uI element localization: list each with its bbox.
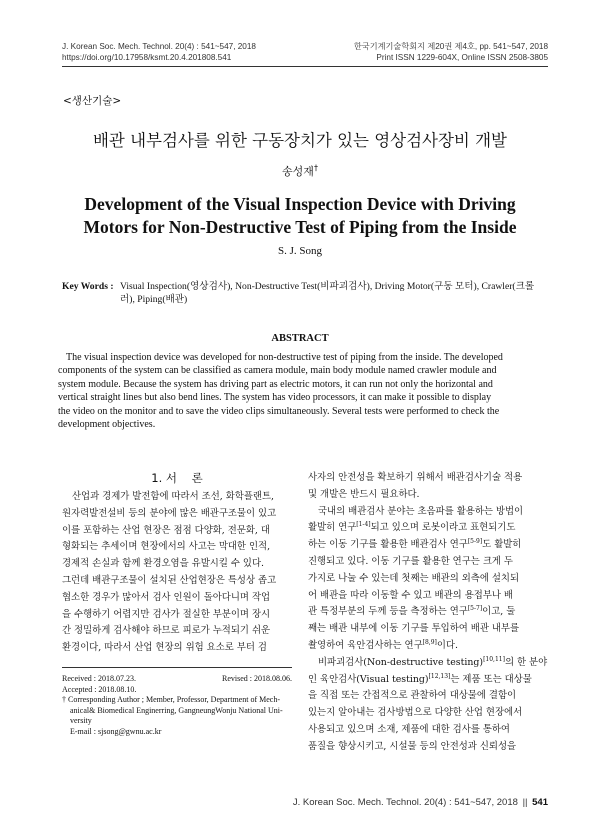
body-line: 간 정밀하게 검사해야 하므로 피로가 누적되기 쉬운 (62, 625, 271, 637)
english-title-line2: Motors for Non-Destructive Test of Piping from the Inside (83, 217, 517, 237)
body-line: 가지로 나눌 수 있는데 첫째는 배관의 외측에 설치되 (308, 572, 520, 584)
body-line: 째는 배관 내부에 이동 기구를 투입하여 배관 내부를 (308, 623, 520, 635)
accepted-date: Accepted : 2018.08.10. (62, 684, 137, 694)
page-footer (293, 797, 548, 808)
body-line: 경제적 손실과 함께 환경오염을 유발시킬 수 있다. (62, 558, 264, 570)
body-line: 활발히 연구[1-4]되고 있으며 로봇이라고 표현되기도 (308, 521, 516, 534)
footer-separator: || (522, 797, 528, 808)
body-line: 형화되는 추세이며 현장에서의 사고는 막대한 인적, (62, 541, 271, 553)
received-date: Received : 2018.07.23. (62, 674, 136, 683)
body-line: 있는지 알아내는 검사방법으로 다양한 산업 현장에서 (308, 707, 523, 719)
header-rule (62, 66, 548, 67)
body-line: 진행되고 있다. 이동 기구를 활용한 연구는 크게 두 (308, 555, 513, 567)
abstract-line: The visual inspection device was developed for non-destructive test of piping from the inside. The developed (66, 352, 503, 363)
abstract-line: development objectives. (58, 419, 156, 431)
body-line: 협소한 경우가 많아서 검사 인원이 돌아다니며 작업 (62, 591, 271, 603)
english-title-line1: Development of the Visual Inspection Device with Driving (84, 194, 516, 214)
keywords-label: Key Words : (62, 281, 114, 292)
body-line: 을 수행하기 어렵지만 검사가 절실한 부분이며 장시 (62, 608, 271, 620)
abstract-line: the video on the monitor and to save the video clips simultaneously. Several tests were performed to check the (58, 405, 500, 417)
abstract-line: vertical straight lines but also bend lines. The system has video processors, it can make it possible to display (58, 392, 492, 404)
body-line: 이를 포함하는 산업 현장은 점점 다양화, 전문화, 대 (62, 524, 270, 536)
body-line: 원자력발전설비 등의 분야에 많은 배관구조물이 있고 (62, 507, 277, 519)
keywords-line1: Visual Inspection(영상검사), Non-Destructive Test(비파괴검사), Driving Motor(구동 모터), Crawler(크롤 (120, 281, 535, 292)
korean-author-line (0, 163, 600, 179)
body-line: 산업과 경제가 발전함에 따라서 조선, 화학플랜트, (72, 491, 274, 502)
revised-date: Revised : 2018.08.06. (222, 674, 292, 683)
right-column (308, 470, 548, 756)
body-line: 을 직접 또는 간접적으로 관찰하여 대상물에 결함이 (308, 690, 517, 702)
body-line: 어 배관을 따라 이동할 수 있고 배관의 용접부나 배 (308, 589, 513, 601)
abstract-line: components of the system can be classified as camera module, main body module named crawler module and (58, 365, 497, 377)
body-line: 그런데 배관구조물이 설치된 산업현장은 특성상 좁고 (62, 574, 277, 586)
issn: Print ISSN 1229-604X, Online ISSN 2508-3805 (376, 53, 548, 62)
body-line: 촬영하여 육안검사하는 연구[8,9]이다. (308, 638, 458, 651)
body-line: 사자의 안전성을 확보하기 위해서 배관검사기술 적용 (308, 472, 523, 483)
body-line: 사용되고 있으며 소재, 제품에 대한 검사를 통하여 (308, 723, 510, 735)
corresponding-author-line3: versity (70, 716, 92, 725)
korean-author: 송성재 (282, 165, 314, 178)
doi-link[interactable]: https://doi.org/10.17958/ksmt.20.4.201808.541 (62, 53, 232, 62)
english-author: S. J. Song (277, 245, 323, 257)
journal-citation-left: J. Korean Soc. Mech. Technol. 20(4) : 541~547, 2018 (62, 42, 256, 51)
corresponding-author-line2: anical& Biomedical Enginerring, GangneungWonju National Uni- (70, 705, 283, 715)
body-line: 및 개발은 반드시 필요하다. (308, 488, 420, 500)
corresponding-author-line1: † Corresponding Author ; Member, Professor, Department of Mech- (62, 695, 280, 704)
body-line: 하는 이동 기구를 활용한 배관검사 연구[5-9]도 활발히 (308, 538, 522, 551)
journal-citation-right: 한국기계기술학회지 제20권 제4호, pp. 541~547, 2018 (353, 42, 548, 51)
page-number: 541 (532, 797, 548, 808)
korean-title: 배관 내부검사를 위한 구동장치가 있는 영상검사장비 개발 (92, 131, 507, 150)
section1-heading: 1. 서 론 (151, 471, 203, 485)
body-line: 비파괴검사(Non-destructive testing)[10,11]의 한 분야 (318, 655, 548, 668)
body-line: 관 특정부분의 두께 등을 측정하는 연구[5-7]이고, 둘 (308, 605, 516, 618)
body-line: 인 육안검사(Visual testing)[12,13]는 제품 또는 대상물 (308, 672, 532, 685)
abstract-body (58, 351, 542, 431)
body-line: 품질을 향상시키고, 시설물 등의 안전성과 신뢰성을 (308, 740, 517, 752)
body-line: 환경이다, 따라서 산업 현장의 위험 요소로 부터 검 (62, 642, 267, 654)
author-mark: † (313, 163, 318, 173)
abstract-line: system module. Because the system has driving part as electric motors, it can run not only the horizontal and (58, 378, 493, 390)
footnote-rule (62, 667, 292, 668)
keywords-line2: 러), Piping(배관) (120, 294, 188, 305)
abstract-heading: ABSTRACT (271, 333, 329, 344)
body-line: 국내의 배관검사 분야는 초음파를 활용하는 방법이 (318, 505, 524, 517)
footnote (62, 674, 292, 737)
author-email[interactable]: E-mail : sjsong@gwnu.ac.kr (70, 726, 162, 736)
footer-citation: J. Korean Soc. Mech. Technol. 20(4) : 541~547, 2018 (292, 797, 518, 808)
section-tag: <생산기술> (63, 95, 122, 107)
left-column (62, 489, 292, 657)
